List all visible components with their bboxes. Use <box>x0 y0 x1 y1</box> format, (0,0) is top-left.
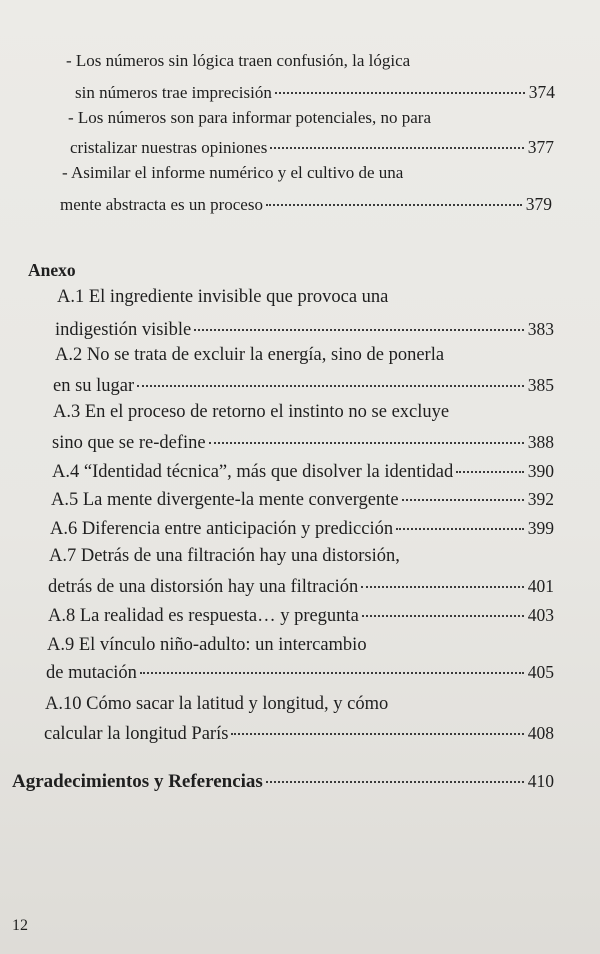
toc-entry-line: mente abstracta es un proceso 379 <box>60 194 552 214</box>
page-number: 374 <box>528 82 555 102</box>
toc-entry-line: A.6 Diferencia entre anticipación y predicción 399 <box>50 518 554 539</box>
toc-entry-line: indigestión visible 383 <box>55 319 554 340</box>
toc-entry-line: - Los números son para informar potenciales, no para <box>68 108 432 127</box>
toc-entry-line: en su lugar 385 <box>53 375 554 396</box>
toc-entry-line: A.9 El vínculo niño-adulto: un intercambio <box>47 635 367 655</box>
page-number: 408 <box>527 723 554 743</box>
dot-leader <box>231 733 523 735</box>
toc-entry-line: A.5 La mente divergente-la mente convergente 392 <box>51 489 554 510</box>
page-number: 399 <box>527 518 554 538</box>
dot-leader <box>194 329 524 331</box>
dot-leader <box>456 471 524 473</box>
page-number: 405 <box>527 662 554 682</box>
toc-entry-line: A.1 El ingrediente invisible que provoca una <box>57 287 389 307</box>
page-number: 410 <box>527 771 554 791</box>
page-number: 388 <box>527 432 554 452</box>
toc-entry-line: A.2 No se trata de excluir la energía, sino de ponerla <box>55 345 445 365</box>
dot-leader <box>140 672 524 674</box>
page-number: 392 <box>527 489 554 509</box>
toc-entry-line: - Los números sin lógica traen confusión, la lógica <box>66 51 411 70</box>
page-number: 403 <box>527 605 554 625</box>
dot-leader <box>402 499 524 501</box>
dot-leader <box>209 442 524 444</box>
toc-entry-line: A.4 “Identidad técnica”, más que disolver la identidad 390 <box>52 461 554 482</box>
page-number: 379 <box>525 194 552 214</box>
toc-entry-line: calcular la longitud París 408 <box>44 723 554 744</box>
acknowledgements-entry: Agradecimientos y Referencias 410 <box>12 771 554 792</box>
toc-entry-line: A.7 Detrás de una filtración hay una distorsión, <box>49 546 400 566</box>
toc-entry-line: cristalizar nuestras opiniones 377 <box>70 137 554 157</box>
toc-entry-line: de mutación 405 <box>46 662 554 683</box>
page-number: 390 <box>527 461 554 481</box>
toc-entry-line: A.8 La realidad es respuesta… y pregunta 403 <box>48 605 554 626</box>
dot-leader <box>270 147 523 149</box>
toc-entry-line: detrás de una distorsión hay una filtración 401 <box>48 576 554 597</box>
page-folio: 12 <box>12 917 28 934</box>
dot-leader <box>266 781 524 783</box>
dot-leader <box>266 204 522 206</box>
dot-leader <box>362 615 524 617</box>
toc-entry-line: sin números trae imprecisión 374 <box>75 82 555 102</box>
page-number: 385 <box>527 375 554 395</box>
toc-entry-line: A.3 En el proceso de retorno el instinto no se excluye <box>53 402 450 422</box>
dot-leader <box>361 586 523 588</box>
dot-leader <box>396 528 524 530</box>
annex-heading: Anexo <box>28 260 76 280</box>
page-number: 401 <box>527 576 554 596</box>
toc-entry-line: sino que se re-define 388 <box>52 432 554 453</box>
dot-leader <box>137 385 524 387</box>
page-number: 383 <box>527 319 554 339</box>
dot-leader <box>275 92 525 94</box>
toc-entry-line: - Asimilar el informe numérico y el cultivo de una <box>62 163 404 182</box>
page-number: 377 <box>527 137 554 157</box>
toc-entry-line: A.10 Cómo sacar la latitud y longitud, y cómo <box>45 694 389 714</box>
